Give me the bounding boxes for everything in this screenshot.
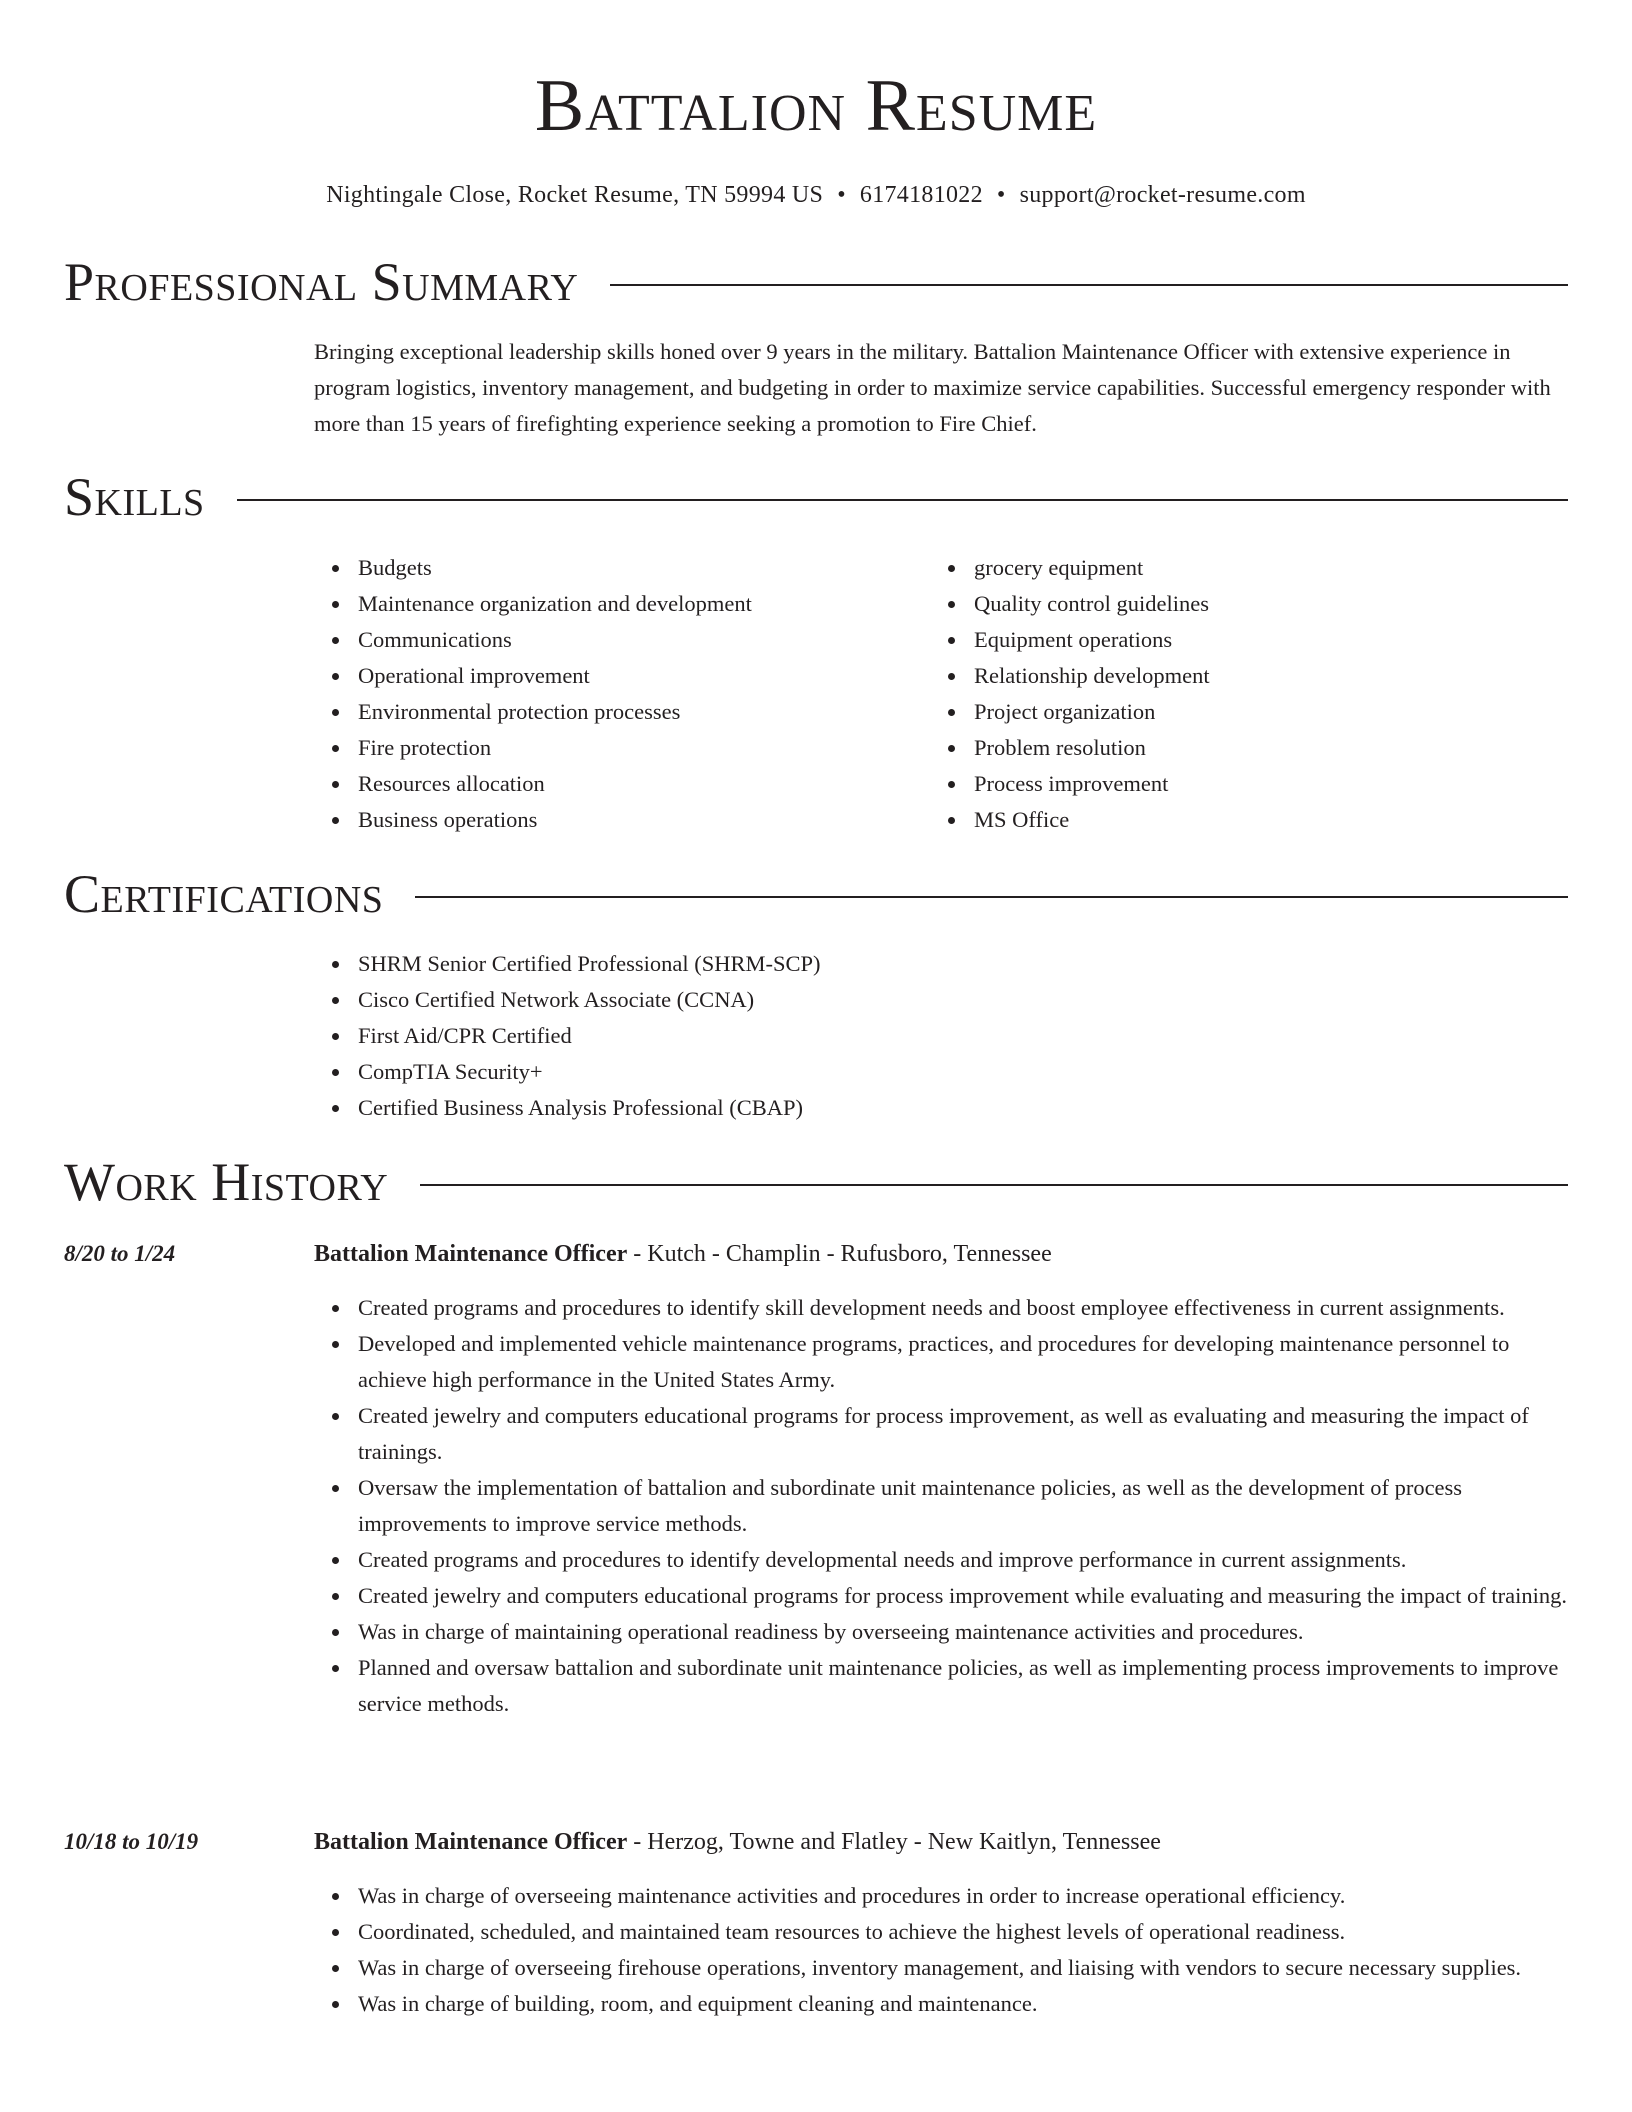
skill-item: Resources allocation (358, 766, 930, 802)
work-history-section-header (64, 1150, 1568, 1214)
certification-item: Cisco Certified Network Associate (CCNA) (358, 982, 1568, 1018)
job-employer: - Herzog, Towne and Flatley - New Kaitlyn, Tennessee (627, 1829, 1161, 1855)
skill-item: grocery equipment (974, 550, 1546, 586)
certifications-section-header (64, 862, 1568, 926)
job-title-line (314, 1824, 1161, 1860)
certification-item: CompTIA Security+ (358, 1054, 1568, 1090)
job-responsibilities (314, 1290, 1568, 1722)
skills-column-right (930, 550, 1546, 838)
resume-page (64, 0, 1568, 2016)
responsibility-item: Was in charge of building, room, and equipment cleaning and maintenance. (358, 1986, 1568, 2022)
job-title: Battalion Maintenance Officer (314, 1241, 628, 1267)
skill-item: Budgets (358, 550, 930, 586)
job-title: Battalion Maintenance Officer (314, 1829, 628, 1855)
skills-section-header (64, 465, 1568, 529)
skill-item: Fire protection (358, 730, 930, 766)
certification-item: First Aid/CPR Certified (358, 1018, 1568, 1054)
work-history-heading: Work History (64, 1152, 389, 1212)
skill-item: Maintenance organization and development (358, 586, 930, 622)
skill-item: Environmental protection processes (358, 694, 930, 730)
contact-line (64, 178, 1568, 212)
section-divider (415, 896, 1568, 898)
skills-column-left (314, 550, 930, 838)
summary-text: Bringing exceptional leadership skills honed over 9 years in the military. Battalion Maintenance Officer with extensive experience in program logistics, inventory management, and budgeting in order to maximize service capabilities. Successful emergency responder with more than 15 years of firefighting experience seeking a promotion to Fire Chief. (314, 339, 1551, 436)
certification-item: Certified Business Analysis Professional (CBAP) (358, 1090, 1568, 1126)
responsibility-item: Oversaw the implementation of battalion and subordinate unit maintenance policies, as well as the development of process improvements to improve service methods. (358, 1470, 1568, 1542)
skill-item: Relationship development (974, 658, 1546, 694)
summary-section-header (64, 250, 1568, 314)
skills-heading: Skills (64, 467, 205, 527)
responsibility-item: Created programs and procedures to identify skill development needs and boost employee effectiveness in current assignments. (358, 1290, 1568, 1326)
responsibility-item: Created programs and procedures to identify developmental needs and improve performance in current assignments. (358, 1542, 1568, 1578)
certifications-list (314, 946, 1568, 1126)
contact-address: Nightingale Close, Rocket Resume, TN 59994 US (326, 182, 824, 208)
section-divider (237, 499, 1568, 501)
job-dates: 10/18 to 10/19 (64, 1829, 199, 1854)
certification-item: SHRM Senior Certified Professional (SHRM-SCP) (358, 946, 1568, 982)
job-responsibilities (314, 1878, 1568, 2022)
skill-item: Problem resolution (974, 730, 1546, 766)
resume-name: Battalion Resume (534, 65, 1098, 147)
job-dates: 8/20 to 1/24 (64, 1241, 176, 1266)
skill-item: Project organization (974, 694, 1546, 730)
skill-item: Process improvement (974, 766, 1546, 802)
certifications-heading: Certifications (64, 864, 384, 924)
skill-item: Equipment operations (974, 622, 1546, 658)
summary-heading: Professional Summary (64, 252, 579, 312)
responsibility-item: Was in charge of maintaining operational readiness by overseeing maintenance activities and procedures. (358, 1614, 1568, 1650)
responsibility-item: Was in charge of overseeing firehouse operations, inventory management, and liaising with vendors to secure necessary supplies. (358, 1950, 1568, 1986)
responsibility-item: Was in charge of overseeing maintenance activities and procedures in order to increase operational efficiency. (358, 1878, 1568, 1914)
job-title-line (314, 1236, 1052, 1272)
job-employer: - Kutch - Champlin - Rufusboro, Tennessee (627, 1241, 1052, 1267)
skill-item: Communications (358, 622, 930, 658)
skills-list (314, 550, 1568, 838)
responsibility-item: Coordinated, scheduled, and maintained team resources to achieve the highest levels of operational readiness. (358, 1914, 1568, 1950)
responsibility-item: Created jewelry and computers educational programs for process improvement, as well as evaluating and measuring the impact of trainings. (358, 1398, 1568, 1470)
responsibility-item: Planned and oversaw battalion and subordinate unit maintenance policies, as well as implementing process improvements to improve service methods. (358, 1650, 1568, 1722)
responsibility-item: Created jewelry and computers educational programs for process improvement while evaluating and measuring the impact of training. (358, 1578, 1568, 1614)
contact-separator: • (996, 182, 1006, 208)
contact-email: support@rocket-resume.com (1019, 182, 1306, 208)
responsibility-item: Developed and implemented vehicle maintenance programs, practices, and procedures for developing maintenance personnel to achieve high performance in the United States Army. (358, 1326, 1568, 1398)
contact-separator: • (837, 182, 846, 208)
skill-item: Business operations (358, 802, 930, 838)
section-divider (420, 1184, 1568, 1186)
skill-item: MS Office (974, 802, 1546, 838)
section-divider (610, 284, 1568, 286)
contact-phone: 6174181022 (859, 182, 983, 208)
skill-item: Operational improvement (358, 658, 930, 694)
skill-item: Quality control guidelines (974, 586, 1546, 622)
